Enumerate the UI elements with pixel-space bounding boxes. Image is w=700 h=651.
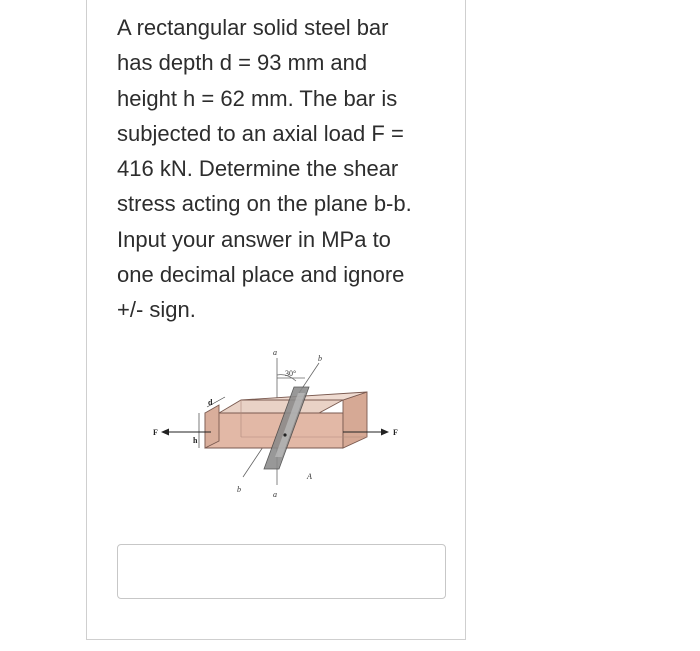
question-line: subjected to an axial load F = bbox=[117, 120, 404, 146]
label-F-left: F bbox=[153, 428, 158, 437]
bar-top-face bbox=[219, 400, 343, 413]
steel-bar-figure bbox=[153, 345, 415, 505]
question-line: Input your answer in MPa to bbox=[117, 226, 391, 252]
force-right-arrowhead bbox=[381, 429, 389, 436]
question-card bbox=[86, 0, 466, 640]
label-a-bottom: a bbox=[273, 490, 277, 499]
question-line: one decimal place and ignore bbox=[117, 262, 405, 288]
label-A: A bbox=[307, 472, 312, 481]
label-F-right: F bbox=[393, 428, 398, 437]
question-text bbox=[117, 10, 452, 328]
question-line: +/- sign. bbox=[117, 297, 196, 323]
question-line: height h = 62 mm. The bar is bbox=[117, 85, 398, 111]
force-left-arrowhead bbox=[161, 429, 169, 436]
question-line: A rectangular solid steel bar bbox=[117, 15, 389, 40]
label-h: h bbox=[193, 436, 198, 445]
question-line: 416 kN. Determine the shear bbox=[117, 156, 399, 182]
label-angle: 30° bbox=[285, 369, 297, 378]
label-a-top: a bbox=[273, 348, 277, 357]
bar-side-face bbox=[343, 392, 367, 448]
question-line: stress acting on the plane b-b. bbox=[117, 191, 412, 217]
bar-end-face bbox=[205, 405, 219, 448]
plane-point bbox=[283, 433, 286, 436]
answer-input[interactable] bbox=[117, 544, 446, 599]
question-line: has depth d = 93 mm and bbox=[117, 50, 368, 76]
label-d: d bbox=[208, 398, 213, 407]
label-b-top: b bbox=[318, 354, 322, 363]
label-b-bottom: b bbox=[237, 485, 241, 494]
